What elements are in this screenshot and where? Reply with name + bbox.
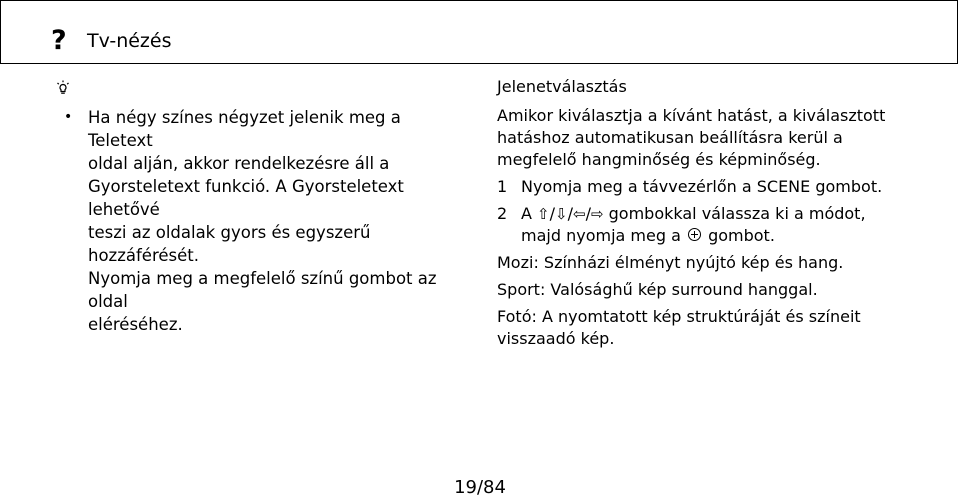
- intro-line: megfelelő hangminőség és képminőség.: [497, 150, 821, 169]
- hint-bullet-item: [64, 106, 449, 336]
- step-2: [497, 203, 947, 247]
- hint-line: Gyorsteletext funkció. A Gyorsteletext lehetővé: [88, 177, 404, 219]
- separator: /: [549, 204, 556, 223]
- lightbulb-icon: [56, 80, 70, 96]
- arrow-up-icon: ⇧: [537, 205, 550, 223]
- hint-line: Nyomja meg a megfelelő színű gombot az oldal: [88, 269, 437, 311]
- step-prefix: A: [521, 204, 532, 223]
- header-box: [0, 0, 958, 64]
- hint-line: eléréséhez.: [88, 315, 183, 334]
- scene-intro: [497, 105, 947, 171]
- enter-button-icon: [688, 228, 701, 241]
- step-text: Nyomja meg a távvezérlőn a SCENE gombot.: [521, 177, 883, 196]
- page-number: 19/84: [454, 477, 506, 498]
- step-text: [521, 203, 866, 247]
- separator: /: [585, 204, 591, 223]
- scene-section: [497, 76, 947, 350]
- section-title: Jelenetválasztás: [497, 77, 627, 96]
- hint-text: [88, 106, 449, 336]
- mode-foto: [497, 306, 947, 350]
- intro-line: hatáshoz automatikusan beállításra kerül a: [497, 128, 843, 147]
- hint-line: Ha négy színes négyzet jelenik meg a Teletext: [88, 108, 401, 150]
- hint-section: [64, 106, 449, 336]
- hint-line: teszi az oldalak gyors és egyszerű hozzáférését.: [88, 223, 371, 265]
- hint-line: oldal alján, akkor rendelkezésre áll a: [88, 154, 390, 173]
- step-1: [497, 176, 947, 198]
- arrow-down-icon: ⇩: [555, 205, 568, 223]
- foto-line: Fotó: A nyomtatott kép struktúráját és színeit: [497, 307, 861, 326]
- arrow-right-icon: ⇨: [590, 205, 604, 223]
- step-text-b-suffix: gombot.: [708, 226, 775, 245]
- mode-sport: Sport: Valósághű kép surround hanggal.: [497, 280, 818, 299]
- arrow-left-icon: ⇦: [572, 205, 586, 223]
- page-title: Tv-nézés: [87, 30, 172, 52]
- step-text-b-prefix: majd nyomja meg a: [521, 226, 681, 245]
- step-number: 1: [497, 177, 508, 196]
- bullet-mark: •: [64, 109, 73, 125]
- foto-line: visszaadó kép.: [497, 329, 615, 348]
- separator: /: [567, 204, 573, 223]
- mode-mozi: Mozi: Színházi élményt nyújtó kép és hang.: [497, 253, 844, 272]
- intro-line: Amikor kiválasztja a kívánt hatást, a kiválasztott: [497, 106, 886, 125]
- help-question-icon: ?: [51, 25, 67, 56]
- step-text-a: gombokkal válassza ki a módot,: [608, 204, 866, 223]
- step-number: 2: [497, 204, 508, 223]
